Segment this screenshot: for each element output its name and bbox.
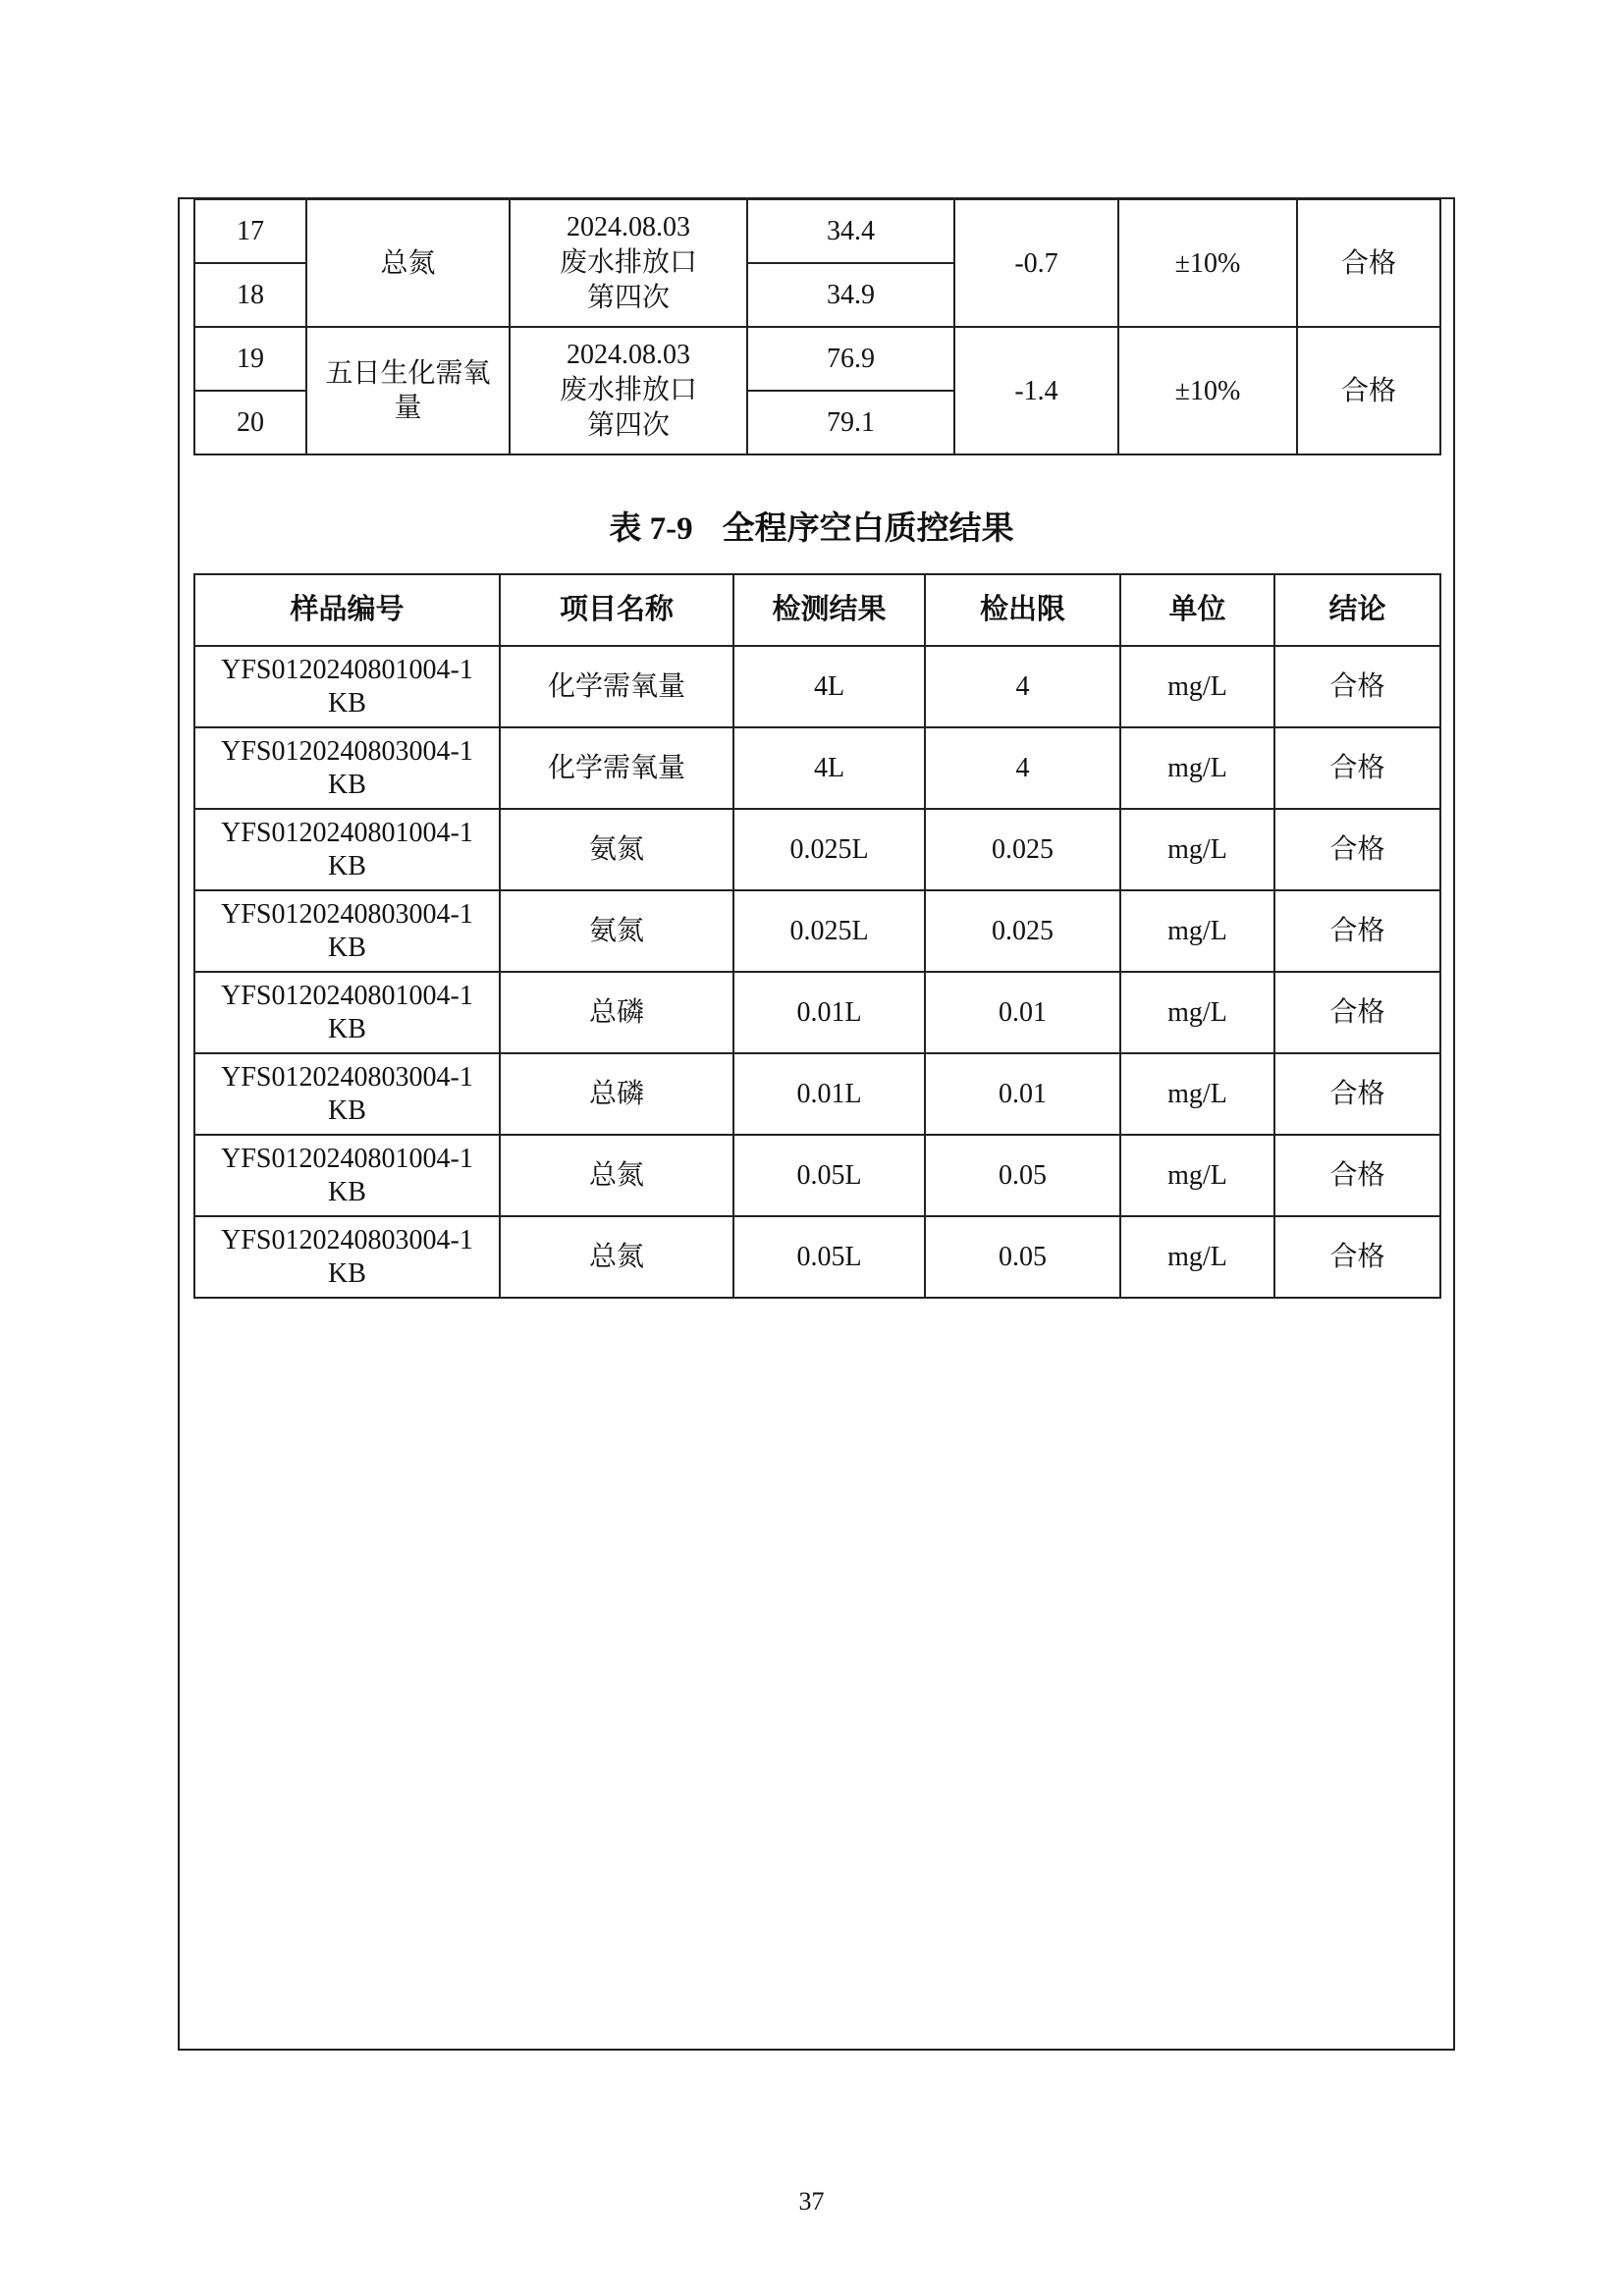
row-number: 20 [194, 391, 306, 454]
item-name: 总磷 [500, 972, 733, 1053]
location-point: 废水排放口 [559, 247, 697, 278]
item-name: 氨氮 [500, 809, 733, 890]
item-name: 五日生化需氧量 [306, 327, 510, 454]
conclusion: 合格 [1274, 1135, 1440, 1216]
location-point: 废水排放口 [559, 375, 697, 405]
sample-id-line: KB [328, 1257, 366, 1289]
table-header-row [194, 574, 1440, 646]
sample-id [194, 1216, 500, 1298]
sample-id-line: KB [328, 687, 366, 719]
sample-id [194, 727, 500, 809]
conclusion: 合格 [1274, 809, 1440, 890]
relative-deviation: -0.7 [954, 199, 1118, 327]
measured-value: 34.4 [747, 199, 954, 263]
header-unit: 单位 [1120, 574, 1274, 646]
sample-id-line: KB [328, 932, 366, 963]
unit: mg/L [1120, 890, 1274, 972]
item-name: 总氮 [500, 1216, 733, 1298]
conclusion: 合格 [1274, 890, 1440, 972]
table-row [194, 727, 1440, 809]
sample-id [194, 1053, 500, 1135]
unit: mg/L [1120, 1053, 1274, 1135]
caption-title: 全程序空白质控结果 [722, 511, 1014, 547]
conclusion: 合格 [1274, 727, 1440, 809]
table-row [194, 199, 1440, 263]
result-value: 0.05L [733, 1216, 925, 1298]
result-value: 0.05L [733, 1135, 925, 1216]
sample-id [194, 972, 500, 1053]
header-result: 检测结果 [733, 574, 925, 646]
item-name: 总氮 [306, 199, 510, 327]
detection-limit: 0.01 [925, 1053, 1120, 1135]
unit: mg/L [1120, 1216, 1274, 1298]
sample-id-line: YFS0120240801004-1 [221, 1143, 473, 1174]
table-row [194, 890, 1440, 972]
sample-id [194, 1135, 500, 1216]
page-number: 37 [798, 2187, 825, 2216]
table-row [194, 1053, 1440, 1135]
sample-id-line: KB [328, 769, 366, 800]
result-value: 0.025L [733, 809, 925, 890]
conclusion: 合格 [1274, 646, 1440, 727]
location-round: 第四次 [586, 410, 670, 441]
sample-id-line: YFS0120240803004-1 [221, 1224, 473, 1255]
result-value: 4L [733, 646, 925, 727]
detection-limit: 0.05 [925, 1216, 1120, 1298]
sampling-location [510, 199, 747, 327]
result-value: 0.01L [733, 972, 925, 1053]
measured-value: 76.9 [747, 327, 954, 391]
table-row [194, 1216, 1440, 1298]
detection-limit: 4 [925, 727, 1120, 809]
detection-limit: 0.025 [925, 809, 1120, 890]
table-row [194, 646, 1440, 727]
detection-limit: 0.025 [925, 890, 1120, 972]
conclusion: 合格 [1274, 972, 1440, 1053]
unit: mg/L [1120, 1135, 1274, 1216]
sample-id-line: YFS0120240803004-1 [221, 1061, 473, 1093]
unit: mg/L [1120, 809, 1274, 890]
conclusion: 合格 [1297, 199, 1440, 327]
conclusion: 合格 [1297, 327, 1440, 454]
blank-qc-table [193, 573, 1441, 1299]
table-row [194, 327, 1440, 391]
row-number: 19 [194, 327, 306, 391]
row-number: 17 [194, 199, 306, 263]
location-date: 2024.08.03 [567, 340, 690, 370]
header-sample-id: 样品编号 [194, 574, 500, 646]
detection-limit: 4 [925, 646, 1120, 727]
detection-limit: 0.05 [925, 1135, 1120, 1216]
parallel-sample-table [193, 198, 1441, 455]
sample-id-line: YFS0120240801004-1 [221, 817, 473, 848]
unit: mg/L [1120, 972, 1274, 1053]
sample-id-line: YFS0120240801004-1 [221, 980, 473, 1011]
sample-id-line: KB [328, 850, 366, 881]
result-value: 0.025L [733, 890, 925, 972]
table-caption [0, 503, 1623, 549]
header-item: 项目名称 [500, 574, 733, 646]
item-name: 总氮 [500, 1135, 733, 1216]
result-value: 0.01L [733, 1053, 925, 1135]
sampling-location [510, 327, 747, 454]
sample-id [194, 890, 500, 972]
sample-id-line: KB [328, 1176, 366, 1207]
measured-value: 34.9 [747, 263, 954, 327]
measured-value: 79.1 [747, 391, 954, 454]
row-number: 18 [194, 263, 306, 327]
table-row [194, 1135, 1440, 1216]
sample-id-line: KB [328, 1095, 366, 1126]
sample-id-line: YFS0120240803004-1 [221, 735, 473, 767]
sample-id [194, 646, 500, 727]
result-value: 4L [733, 727, 925, 809]
sample-id-line: YFS0120240801004-1 [221, 654, 473, 685]
location-round: 第四次 [586, 283, 670, 313]
allowed-deviation: ±10% [1118, 327, 1297, 454]
sample-id-line: KB [328, 1013, 366, 1044]
item-name: 化学需氧量 [500, 646, 733, 727]
caption-number: 表 7-9 [609, 511, 693, 547]
item-name: 总磷 [500, 1053, 733, 1135]
unit: mg/L [1120, 727, 1274, 809]
conclusion: 合格 [1274, 1053, 1440, 1135]
conclusion: 合格 [1274, 1216, 1440, 1298]
location-date: 2024.08.03 [567, 212, 690, 242]
sample-id [194, 809, 500, 890]
item-name: 氨氮 [500, 890, 733, 972]
relative-deviation: -1.4 [954, 327, 1118, 454]
table-row [194, 972, 1440, 1053]
allowed-deviation: ±10% [1118, 199, 1297, 327]
header-detection-limit: 检出限 [925, 574, 1120, 646]
item-name: 化学需氧量 [500, 727, 733, 809]
header-conclusion: 结论 [1274, 574, 1440, 646]
unit: mg/L [1120, 646, 1274, 727]
sample-id-line: YFS0120240803004-1 [221, 898, 473, 930]
detection-limit: 0.01 [925, 972, 1120, 1053]
table-row [194, 809, 1440, 890]
